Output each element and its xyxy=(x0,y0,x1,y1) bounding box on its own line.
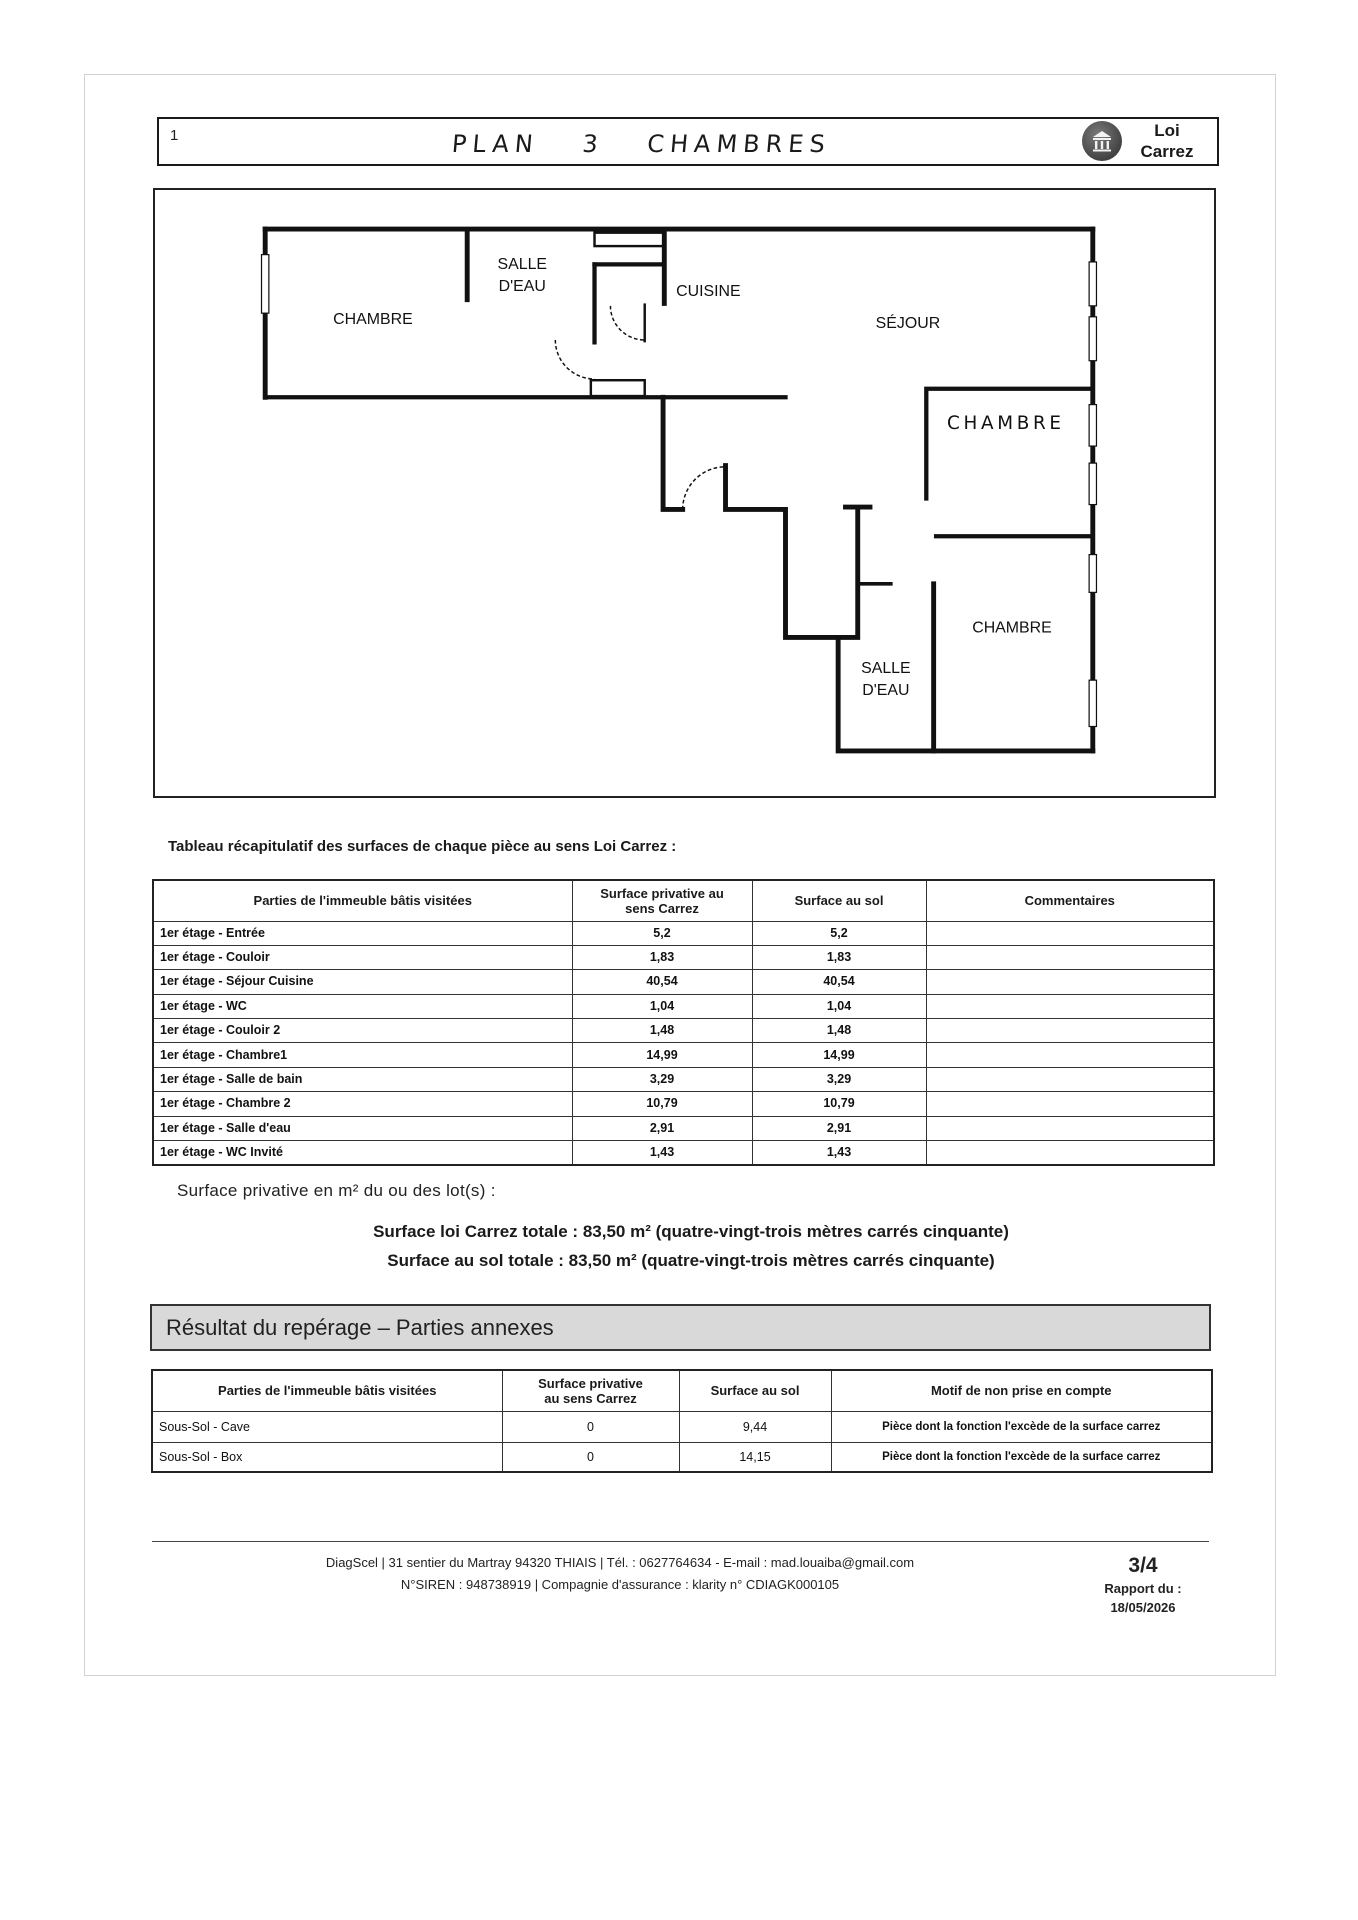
summary-title: Tableau récapitulatif des surfaces de chaque pièce au sens Loi Carrez : xyxy=(168,838,677,855)
cell-part: 1er étage - Entrée xyxy=(153,921,572,945)
cell-part: 1er étage - Salle d'eau xyxy=(153,1116,572,1140)
window xyxy=(1089,463,1096,504)
window xyxy=(1089,680,1096,726)
footer-contact-line: DiagScel | 31 sentier du Martray 94320 THIAIS | Tél. : 0627764634 - E-mail : mad.louaiba@gmail.com xyxy=(325,1555,915,1570)
cell-sol: 40,54 xyxy=(752,970,926,994)
cell-carrez: 10,79 xyxy=(572,1092,752,1116)
building-icon xyxy=(1081,120,1123,162)
table-row xyxy=(153,1019,1214,1043)
report-header xyxy=(157,117,1219,166)
report-date-label: Rapport du : xyxy=(1104,1581,1182,1596)
table-row xyxy=(153,945,1214,969)
column-header-carrez-text: Surface privative au sens Carrez xyxy=(538,1375,643,1406)
room-label-cuisine: CUISINE xyxy=(676,283,741,301)
room-label-salle: SALLE xyxy=(497,256,548,274)
cell-part: 1er étage - WC xyxy=(153,994,572,1018)
logo-line-2: Carrez xyxy=(1140,142,1194,161)
table-row xyxy=(153,1141,1214,1165)
window xyxy=(1089,555,1096,593)
cell-sol: 5,2 xyxy=(752,921,926,945)
cell-comment xyxy=(926,921,1214,945)
lot-totals xyxy=(200,1217,1182,1275)
cell-carrez: 1,83 xyxy=(572,945,752,969)
cell-sol: 14,99 xyxy=(752,1043,926,1067)
column-header-part: Parties de l'immeuble bâtis visitées xyxy=(153,880,572,921)
table-row xyxy=(153,994,1214,1018)
column-header-part: Parties de l'immeuble bâtis visitées xyxy=(152,1370,502,1411)
cell-part: 1er étage - Chambre1 xyxy=(153,1043,572,1067)
cell-part: 1er étage - Salle de bain xyxy=(153,1067,572,1091)
wall-entry-east xyxy=(726,466,858,638)
carrez-total: Surface loi Carrez totale : 83,50 m² (quatre-vingt-trois mètres carrés cinquante) xyxy=(373,1222,1009,1241)
floor-plan-drawing xyxy=(155,190,1214,796)
table-row xyxy=(153,921,1214,945)
cell-carrez: 0 xyxy=(502,1411,679,1442)
column-header-comments: Commentaires xyxy=(926,880,1214,921)
table-row xyxy=(153,970,1214,994)
cell-part: 1er étage - Chambre 2 xyxy=(153,1092,572,1116)
cell-comment xyxy=(926,1141,1214,1165)
cell-sol: 10,79 xyxy=(752,1092,926,1116)
cell-comment xyxy=(926,1019,1214,1043)
room-label-chambre-south: CHAMBRE xyxy=(972,619,1052,637)
column-header-carrez xyxy=(502,1370,679,1411)
floor-plan xyxy=(153,188,1216,798)
cell-comment xyxy=(926,1043,1214,1067)
table-row xyxy=(153,1092,1214,1116)
column-header-carrez-text: Surface privative au sens Carrez xyxy=(600,885,724,916)
column-header-sol: Surface au sol xyxy=(679,1370,831,1411)
cell-comment xyxy=(926,1092,1214,1116)
sol-total: Surface au sol totale : 83,50 m² (quatre-vingt-trois mètres carrés cinquante) xyxy=(387,1251,995,1270)
table-row xyxy=(153,1043,1214,1067)
cell-motif: Pièce dont la fonction l'excède de la surface carrez xyxy=(831,1442,1212,1472)
footer-divider xyxy=(152,1541,1209,1542)
cell-sol: 14,15 xyxy=(679,1442,831,1472)
cell-sol: 9,44 xyxy=(679,1411,831,1442)
cell-sol: 1,04 xyxy=(752,994,926,1018)
table-row xyxy=(153,1116,1214,1140)
cell-carrez: 1,48 xyxy=(572,1019,752,1043)
window xyxy=(1089,317,1096,361)
duct-bottom xyxy=(591,380,645,396)
cell-comment xyxy=(926,945,1214,969)
room-label-chambre-handwritten: CHAMBRE xyxy=(947,413,1065,434)
cell-comment xyxy=(926,994,1214,1018)
column-header-sol: Surface au sol xyxy=(752,880,926,921)
cell-carrez: 2,91 xyxy=(572,1116,752,1140)
cell-carrez: 14,99 xyxy=(572,1043,752,1067)
cell-carrez: 1,43 xyxy=(572,1141,752,1165)
cell-comment xyxy=(926,1116,1214,1140)
footer-registration-line: N°SIREN : 948738919 | Compagnie d'assurance : klarity n° CDIAGK000105 xyxy=(400,1577,840,1592)
window xyxy=(1089,405,1096,446)
room-label-deau-south: D'EAU xyxy=(862,681,910,699)
table-row xyxy=(152,1411,1212,1442)
footer-company-info xyxy=(152,1552,1088,1596)
logo-line-1: Loi xyxy=(1154,121,1180,140)
table-header-row xyxy=(152,1370,1212,1411)
logo-wordmark xyxy=(1130,120,1204,162)
cell-sol: 1,48 xyxy=(752,1019,926,1043)
table-row xyxy=(152,1442,1212,1472)
door-swing xyxy=(610,306,644,340)
cell-comment xyxy=(926,970,1214,994)
room-label-deau: D'EAU xyxy=(498,278,546,296)
page-number: 3/4 xyxy=(1128,1554,1158,1577)
page-marker: 1 xyxy=(170,127,179,144)
cell-part: 1er étage - Couloir xyxy=(153,945,572,969)
window xyxy=(1089,262,1096,306)
surface-summary-table xyxy=(152,879,1215,1166)
cell-comment xyxy=(926,1067,1214,1091)
cell-carrez: 3,29 xyxy=(572,1067,752,1091)
column-header-motif: Motif de non prise en compte xyxy=(831,1370,1212,1411)
annexes-section-band xyxy=(150,1304,1211,1351)
annexes-section-title: Résultat du repérage – Parties annexes xyxy=(166,1315,554,1340)
cell-carrez: 40,54 xyxy=(572,970,752,994)
room-label-chambre: CHAMBRE xyxy=(333,311,413,329)
cell-motif: Pièce dont la fonction l'excède de la surface carrez xyxy=(831,1411,1212,1442)
cell-sol: 2,91 xyxy=(752,1116,926,1140)
wall-entry-west xyxy=(663,397,683,509)
room-label-sejour: SÉJOUR xyxy=(875,314,941,332)
cell-sol: 3,29 xyxy=(752,1067,926,1091)
door-swing xyxy=(555,340,594,379)
room-label-salle-south: SALLE xyxy=(861,659,911,677)
table-row xyxy=(153,1067,1214,1091)
cell-carrez: 0 xyxy=(502,1442,679,1472)
report-pager xyxy=(1073,1553,1213,1617)
annexes-table xyxy=(151,1369,1213,1473)
cell-part: Sous-Sol - Box xyxy=(152,1442,502,1472)
window xyxy=(262,255,269,314)
lot-surface-label: Surface privative en m² du ou des lot(s) : xyxy=(177,1181,496,1200)
cell-part: 1er étage - Séjour Cuisine xyxy=(153,970,572,994)
cell-part: 1er étage - WC Invité xyxy=(153,1141,572,1165)
column-header-carrez xyxy=(572,880,752,921)
cell-part: Sous-Sol - Cave xyxy=(152,1411,502,1442)
report-date: 18/05/2026 xyxy=(1110,1600,1176,1615)
handwritten-plan-title: PLAN 3 CHAMBRES xyxy=(450,130,832,158)
wall-chambre-north-room xyxy=(926,389,1093,499)
cell-carrez: 1,04 xyxy=(572,994,752,1018)
cell-sol: 1,43 xyxy=(752,1141,926,1165)
table-header-row xyxy=(153,880,1214,921)
cell-part: 1er étage - Couloir 2 xyxy=(153,1019,572,1043)
door-swing xyxy=(683,467,726,510)
duct-top xyxy=(595,233,665,246)
cell-carrez: 5,2 xyxy=(572,921,752,945)
cell-sol: 1,83 xyxy=(752,945,926,969)
